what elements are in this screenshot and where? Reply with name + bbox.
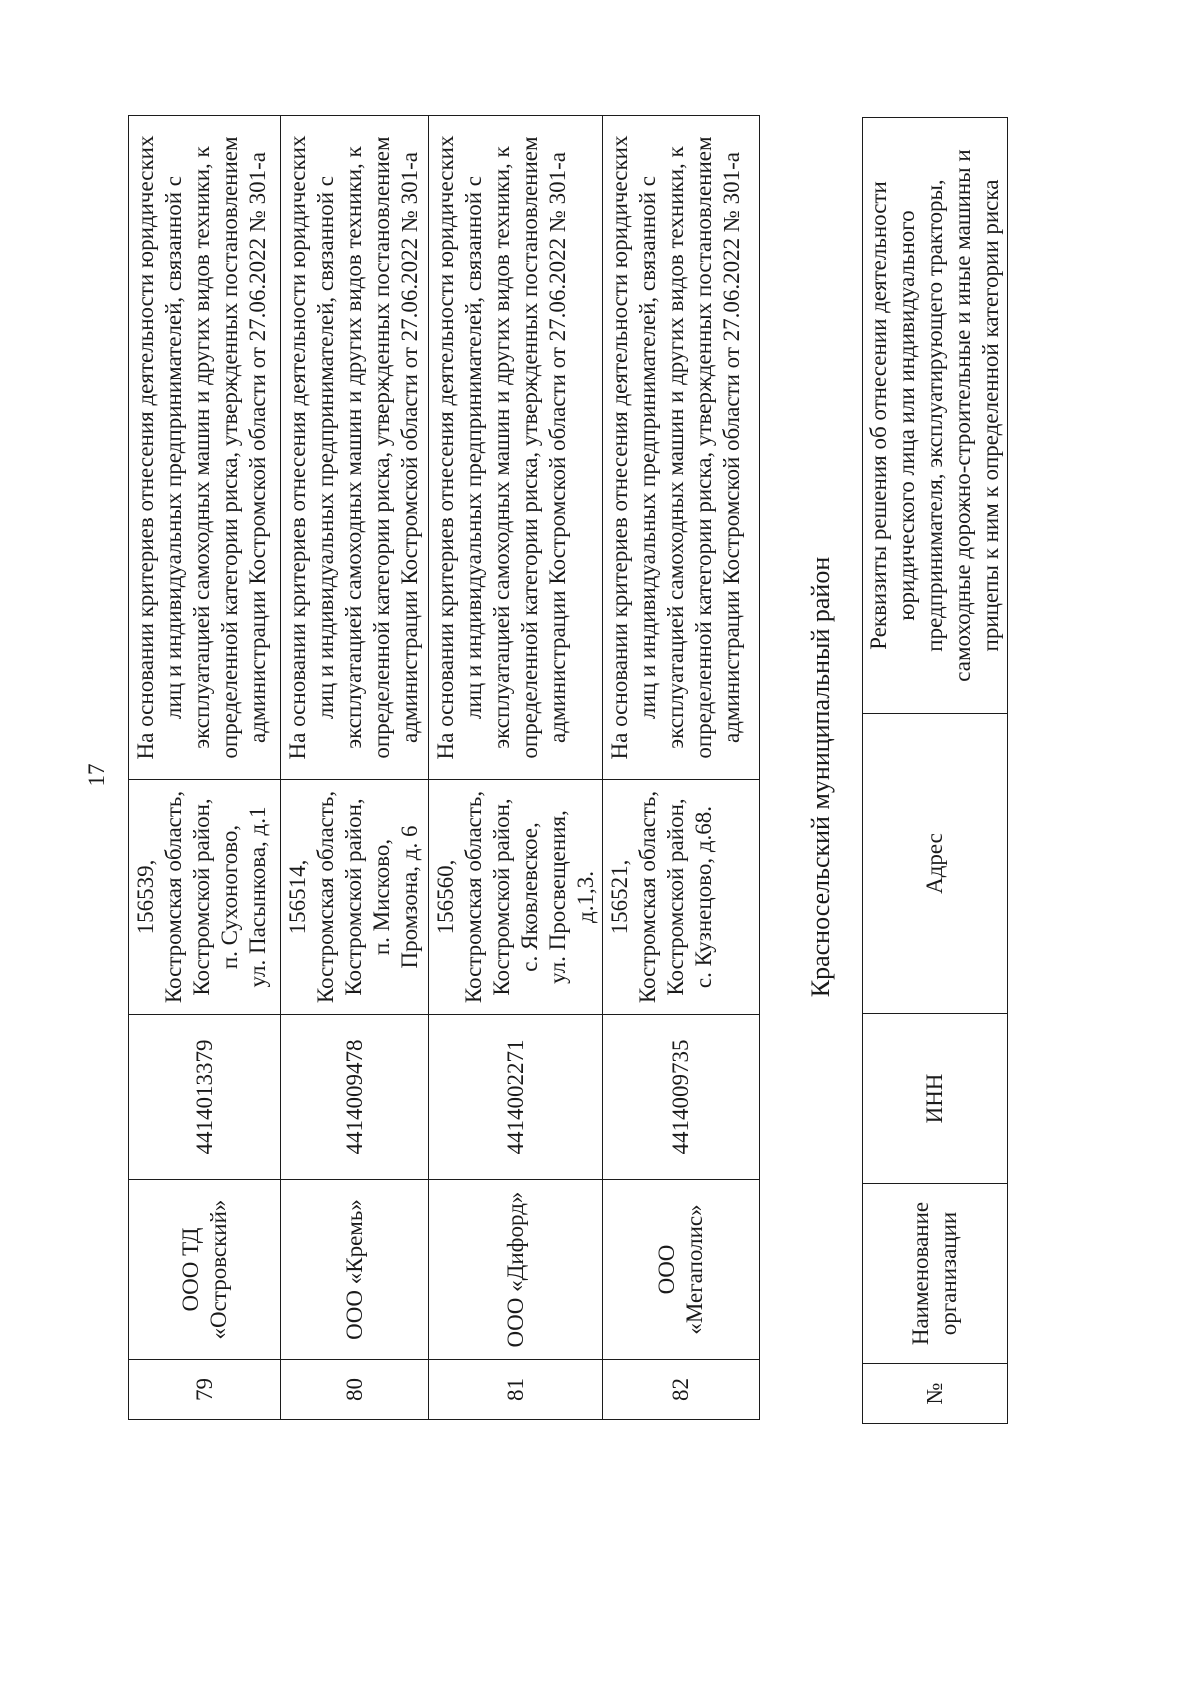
org-name-line: ООО: [654, 1244, 679, 1295]
cell-inn: [281, 1015, 429, 1180]
basis-line: администрации Костромской области от 27.06.2022 № 301-а: [245, 152, 270, 743]
cell-inn: [129, 1015, 281, 1180]
header-org-name-line: Наименование: [908, 1201, 933, 1346]
basis-line: лиц и индивидуальных предпринимателей, связанной с: [161, 176, 186, 719]
inn-value: 4414013379: [191, 1039, 217, 1155]
basis-line: администрации Костромской области от 27.06.2022 № 301-а: [545, 152, 570, 743]
cell-address: [281, 780, 429, 1015]
header-decision-details-line: юридического лица или индивидуального: [894, 210, 919, 621]
cell-org-name: [429, 1180, 603, 1360]
cell-address: [129, 780, 281, 1015]
header-row: [863, 118, 1008, 1424]
header-address-cell: [863, 714, 1008, 1014]
cell-inn: [603, 1015, 760, 1180]
inn-value: 4414002271: [502, 1039, 528, 1155]
table-row: [281, 116, 429, 1420]
basis-line: определенной категории риска, утвержденных постановлением: [369, 136, 394, 759]
address-line: Костромской район,: [489, 798, 514, 996]
cell-org-name: [281, 1180, 429, 1360]
address-line: Костромской район,: [189, 798, 214, 996]
address-line: д.1,3.: [573, 871, 598, 923]
org-name-line: ООО «Дифорд»: [502, 1191, 528, 1348]
header-inn: ИНН: [922, 1073, 947, 1124]
cell-decision-basis: [429, 116, 603, 780]
header-decision-details-cell: [863, 118, 1008, 714]
page-number: 17: [84, 763, 109, 787]
address-line: Костромской район,: [663, 798, 688, 996]
address-line: 156560,: [433, 859, 458, 935]
cell-number: [603, 1360, 760, 1420]
inn-value: 4414009735: [668, 1039, 693, 1155]
address-line: ул. Просвещения,: [545, 810, 570, 984]
row-number: 81: [502, 1378, 528, 1401]
header-address: Адрес: [922, 833, 947, 894]
basis-line: определенной категории риска, утвержденных постановлением: [691, 136, 716, 759]
header-decision-details-line: самоходные дорожно-строительные и иные машины и: [950, 149, 975, 682]
header-decision-details-line: Реквизиты решения об отнесении деятельности: [866, 181, 891, 650]
row-number: 82: [668, 1378, 693, 1401]
address-line: с. Яковлевское,: [517, 822, 542, 972]
address-line: ул. Пасынкова, д.1: [245, 806, 270, 988]
address-line: Костромская область,: [635, 790, 660, 1004]
basis-line: эксплуатацией самоходных машин и других видов техники, к: [663, 146, 688, 749]
risk-category-table: [128, 115, 760, 1420]
basis-line: эксплуатацией самоходных машин и других видов техники, к: [189, 146, 214, 749]
address-line: Костромская область,: [161, 790, 186, 1004]
cell-number: [129, 1360, 281, 1420]
cell-decision-basis: [603, 116, 760, 780]
header-org-name-line: организации: [936, 1211, 961, 1336]
address-line: п. Сухоногово,: [217, 824, 242, 970]
cell-number: [429, 1360, 603, 1420]
basis-line: эксплуатацией самоходных машин и других видов техники, к: [489, 146, 514, 749]
basis-line: определенной категории риска, утвержденных постановлением: [217, 136, 242, 759]
table-row: [129, 116, 281, 1420]
basis-line: лиц и индивидуальных предпринимателей, связанной с: [313, 176, 338, 719]
table-row: [429, 116, 603, 1420]
address-line: Костромской район,: [341, 798, 366, 996]
address-line: п. Мисково,: [369, 838, 394, 956]
basis-line: определенной категории риска, утвержденных постановлением: [517, 136, 542, 759]
cell-number: [281, 1360, 429, 1420]
basis-line: лиц и индивидуальных предпринимателей, связанной с: [461, 176, 486, 719]
address-line: 156521,: [607, 859, 632, 935]
org-name-line: «Островский»: [205, 1199, 231, 1340]
header-number: №: [922, 1382, 947, 1405]
basis-line: администрации Костромской области от 27.06.2022 № 301-а: [397, 152, 422, 743]
cell-inn: [429, 1015, 603, 1180]
header-org-name-cell: [863, 1184, 1008, 1364]
address-line: с. Кузнецово, д.68.: [691, 805, 716, 989]
address-line: Костромская область,: [313, 790, 338, 1004]
basis-line: лиц и индивидуальных предпринимателей, связанной с: [635, 176, 660, 719]
cell-address: [429, 780, 603, 1015]
row-number: 79: [191, 1378, 217, 1401]
org-name-line: ООО «Кремь»: [341, 1199, 367, 1340]
inn-value: 4414009478: [341, 1039, 367, 1155]
basis-line: На основании критериев отнесения деятельности юридических: [607, 135, 632, 760]
org-name-line: «Мегаполис»: [682, 1204, 707, 1335]
basis-line: На основании критериев отнесения деятельности юридических: [285, 135, 310, 760]
table-row: [603, 116, 760, 1420]
basis-line: На основании критериев отнесения деятельности юридических: [433, 135, 458, 760]
basis-line: На основании критериев отнесения деятельности юридических: [133, 135, 158, 760]
row-number: 80: [341, 1378, 367, 1401]
org-name-line: ООО ТД: [177, 1227, 203, 1312]
address-line: Костромская область,: [461, 790, 486, 1004]
cell-decision-basis: [129, 116, 281, 780]
header-decision-details-line: предпринимателя, эксплуатирующего тракторы,: [922, 179, 947, 652]
table-body: [129, 116, 760, 1420]
cell-address: [603, 780, 760, 1015]
basis-line: эксплуатацией самоходных машин и других видов техники, к: [341, 146, 366, 749]
header-decision-details-line: прицепы к ним к определенной категории риска: [978, 179, 1003, 652]
header-inn-cell: [863, 1014, 1008, 1184]
cell-org-name: [129, 1180, 281, 1360]
header-table-body: [863, 118, 1008, 1424]
address-line: Промзона, д. 6: [397, 825, 422, 969]
section-heading: Красносельский муниципальный район: [806, 556, 835, 998]
address-line: 156539,: [133, 859, 158, 935]
cell-org-name: [603, 1180, 760, 1360]
basis-line: администрации Костромской области от 27.06.2022 № 301-а: [719, 152, 744, 743]
cell-decision-basis: [281, 116, 429, 780]
header-table: [862, 117, 1008, 1424]
address-line: 156514,: [285, 859, 310, 935]
header-number-cell: [863, 1364, 1008, 1424]
